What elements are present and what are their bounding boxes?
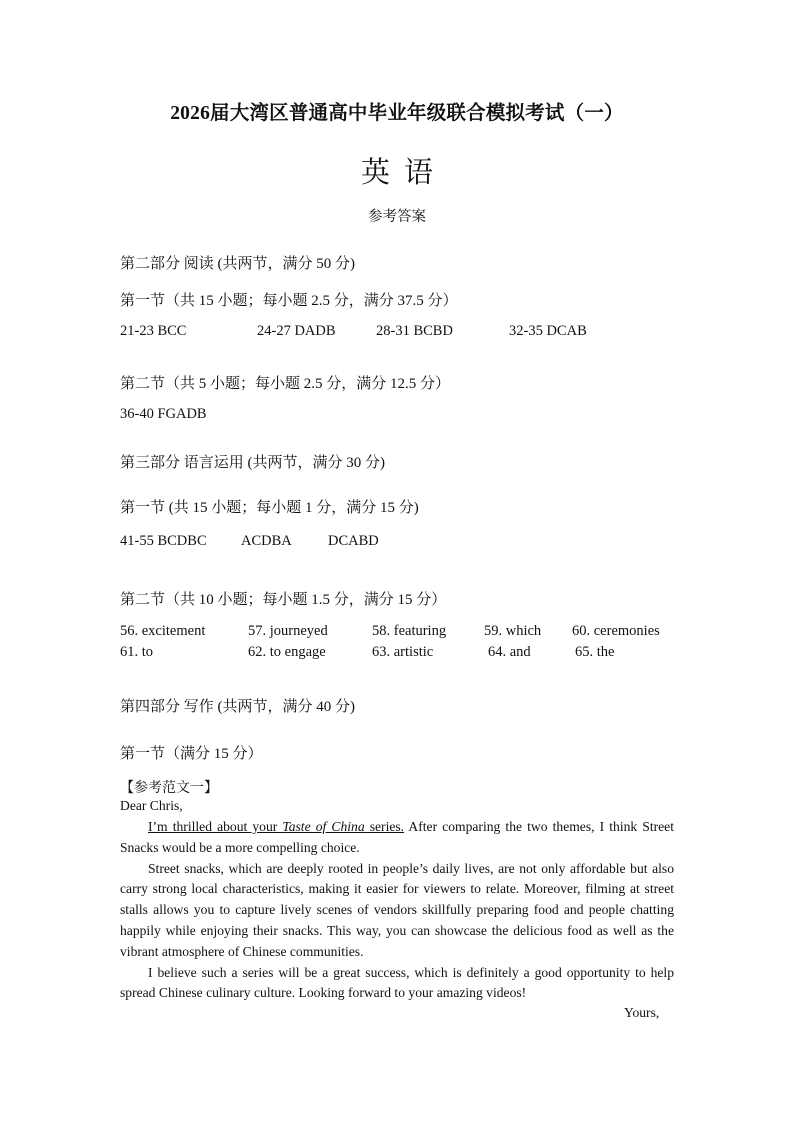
answer-item: 59. which [484, 623, 542, 639]
underlined-text: series. [364, 819, 405, 834]
answer-group: ACDBA [241, 533, 292, 549]
answer-item: 58. featuring [372, 623, 447, 639]
part3-heading: 第三部分 语言运用 (共两节，满分 30 分) [120, 455, 385, 471]
answer-group: 41-55 BCDBC [120, 533, 207, 549]
answer-group: 36-40 FGADB [120, 406, 207, 422]
answer-group: DCABD [328, 533, 379, 549]
part3-section1-heading: 第一节 (共 15 小题；每小题 1 分，满分 15 分) [120, 500, 419, 516]
series-title: Taste of China [282, 819, 365, 834]
answer-item: 62. to engage [248, 644, 326, 660]
answer-item: 65. the [575, 644, 615, 660]
answer-group: 21-23 BCC [120, 323, 187, 339]
part2-section2-heading: 第二节（共 5 小题；每小题 2.5 分，满分 12.5 分） [120, 376, 451, 392]
part4-heading: 第四部分 写作 (共两节，满分 40 分) [120, 699, 355, 715]
answer-item: 64. and [488, 644, 531, 660]
underlined-text: I’m thrilled about your [148, 819, 283, 834]
answer-group: 32-35 DCAB [509, 323, 587, 339]
answer-item: 61. to [120, 644, 154, 660]
letter-body [120, 817, 674, 1004]
part4-section1-heading: 第一节（满分 15 分） [120, 746, 263, 762]
subject-title: 英语 [360, 155, 447, 189]
answer-item: 57. journeyed [248, 623, 328, 639]
sample-essay-label: 【参考范文一】 [120, 781, 218, 796]
letter-greeting: Dear Chris, [120, 798, 183, 813]
part3-section2-heading: 第二节（共 10 小题；每小题 1.5 分，满分 15 分） [120, 592, 447, 608]
answer-group: 28-31 BCBD [376, 323, 453, 339]
answer-item: 60. ceremonies [572, 623, 660, 639]
answer-item: 56. excitement [120, 623, 206, 639]
answer-key-label: 参考答案 [368, 209, 426, 225]
answer-group: 24-27 DADB [257, 323, 336, 339]
letter-paragraph: Street snacks, which are deeply rooted in people’s daily lives, are not only affordable but also carry strong local characteristics, making it easier for viewers to relate. Moreover, filming at street stalls allows you to capture lively scenes of vendors skillfully preparing food and people chatting happily while enjoying their snacks. This way, you can showcase the delicious food as well as the vibrant atmosphere of Chinese communities. [120, 860, 674, 959]
exam-title: 2026届大湾区普通高中毕业年级联合模拟考试（一） [170, 103, 624, 124]
paragraph-text: After comparing the two themes, I think Street Snacks would be a more compelling choice. [120, 819, 674, 855]
answer-item: 63. artistic [372, 644, 434, 660]
letter-closing: Yours, [624, 1005, 660, 1020]
letter-paragraph: I believe such a series will be a great success, which is definitely a good opportunity to help spread Chinese culinary culture. Looking forward to your amazing videos! [120, 964, 674, 1001]
part2-heading: 第二部分 阅读 (共两节，满分 50 分) [120, 256, 355, 272]
letter-paragraph [120, 817, 674, 859]
part2-section1-heading: 第一节（共 15 小题；每小题 2.5 分，满分 37.5 分） [120, 293, 458, 309]
